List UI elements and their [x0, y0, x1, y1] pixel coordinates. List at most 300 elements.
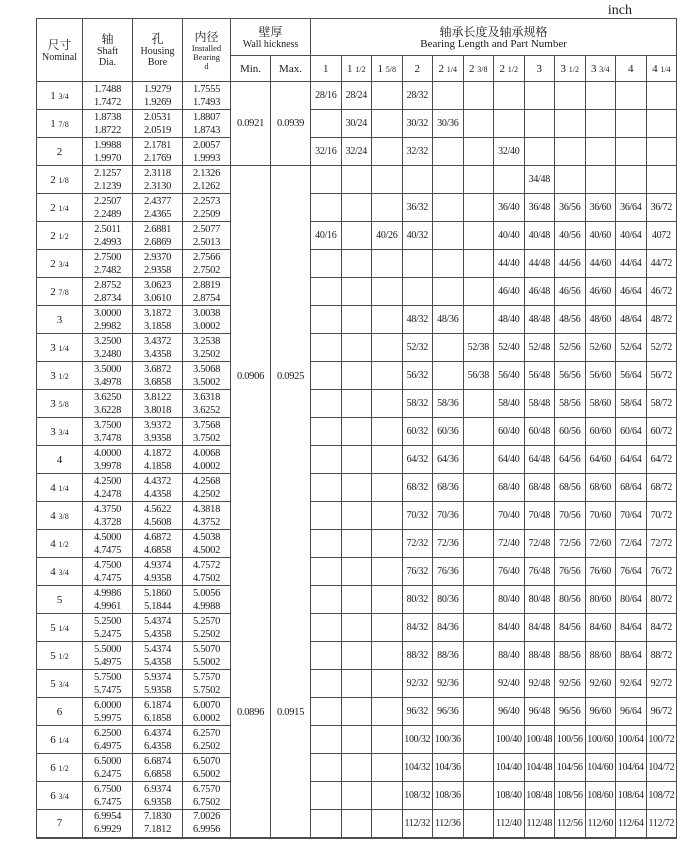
part-number-cell — [463, 530, 494, 558]
part-number-cell: 70/48 — [524, 502, 555, 530]
housing-bore-cell: 7.1830 7.1812 — [133, 810, 183, 838]
col-header-length: 3 3/4 — [585, 56, 616, 82]
shaft-dia-cell: 5.5000 5.4975 — [83, 642, 133, 670]
table-row — [37, 754, 677, 782]
part-number-cell — [372, 418, 403, 446]
part-number-cell — [341, 726, 372, 754]
part-number-cell: 58/36 — [433, 390, 464, 418]
part-number-cell: 40/56 — [555, 222, 586, 250]
table-row — [37, 446, 677, 474]
col-header-length: 3 — [524, 56, 555, 82]
housing-bore-cell: 3.1872 3.1858 — [133, 306, 183, 334]
part-number-cell — [463, 670, 494, 698]
table-row — [37, 194, 677, 222]
col-header-length: 2 1/2 — [494, 56, 525, 82]
shaft-dia-cell: 1.9988 1.9970 — [83, 138, 133, 166]
part-number-cell — [494, 110, 525, 138]
shaft-dia-cell: 2.8752 2.8734 — [83, 278, 133, 306]
housing-bore-cell: 3.8122 3.8018 — [133, 390, 183, 418]
shaft-dia-cell: 3.7500 3.7478 — [83, 418, 133, 446]
part-number-cell: 100/40 — [494, 726, 525, 754]
part-number-cell: 60/40 — [494, 418, 525, 446]
part-number-cell — [311, 754, 342, 782]
part-number-cell: 104/40 — [494, 754, 525, 782]
part-number-cell: 80/56 — [555, 586, 586, 614]
housing-bore-cell: 6.9374 6.9358 — [133, 782, 183, 810]
part-number-cell: 36/60 — [585, 194, 616, 222]
col-header-nominal: 尺寸 Nominal — [37, 19, 83, 82]
part-number-cell — [463, 418, 494, 446]
part-number-cell: 58/48 — [524, 390, 555, 418]
part-number-cell: 46/56 — [555, 278, 586, 306]
shaft-dia-cell: 5.2500 5.2475 — [83, 614, 133, 642]
nominal-cell: 2 7/8 — [37, 278, 83, 306]
part-number-cell: 96/56 — [555, 698, 586, 726]
nominal-cell: 4 3/4 — [37, 558, 83, 586]
part-number-cell — [341, 614, 372, 642]
nominal-cell: 5 1/2 — [37, 642, 83, 670]
part-number-cell — [372, 726, 403, 754]
part-number-cell — [433, 278, 464, 306]
part-number-cell — [463, 502, 494, 530]
part-number-cell: 100/60 — [585, 726, 616, 754]
part-number-cell: 76/40 — [494, 558, 525, 586]
installed-bearing-cell: 2.5077 2.5013 — [183, 222, 231, 250]
part-number-cell: 80/36 — [433, 586, 464, 614]
part-number-cell — [311, 418, 342, 446]
housing-bore-cell: 3.0623 3.0610 — [133, 278, 183, 306]
part-number-cell: 60/48 — [524, 418, 555, 446]
part-number-cell — [433, 166, 464, 194]
col-header-length: 4 — [616, 56, 647, 82]
part-number-cell — [524, 82, 555, 110]
part-number-cell: 48/48 — [524, 306, 555, 334]
part-number-cell — [311, 166, 342, 194]
nominal-cell: 3 5/8 — [37, 390, 83, 418]
shaft-dia-cell: 2.7500 2.7482 — [83, 250, 133, 278]
part-number-cell: 80/60 — [585, 586, 616, 614]
housing-bore-cell: 2.6881 2.6869 — [133, 222, 183, 250]
part-number-cell: 30/36 — [433, 110, 464, 138]
shaft-dia-cell: 1.7488 1.7472 — [83, 82, 133, 110]
part-number-cell — [311, 726, 342, 754]
part-number-cell: 72/36 — [433, 530, 464, 558]
part-number-cell: 70/40 — [494, 502, 525, 530]
part-number-cell: 112/72 — [646, 810, 677, 838]
part-number-cell: 48/36 — [433, 306, 464, 334]
installed-bearing-cell: 6.5070 6.5002 — [183, 754, 231, 782]
part-number-cell: 36/56 — [555, 194, 586, 222]
part-number-cell — [463, 446, 494, 474]
part-number-cell: 70/64 — [616, 502, 647, 530]
part-number-cell: 32/16 — [311, 138, 342, 166]
installed-bearing-cell: 5.0056 4.9988 — [183, 586, 231, 614]
part-number-cell — [311, 810, 342, 838]
housing-bore-cell: 4.6872 4.6858 — [133, 530, 183, 558]
housing-bore-cell: 3.9372 3.9358 — [133, 418, 183, 446]
part-number-cell: 112/60 — [585, 810, 616, 838]
part-number-cell: 76/32 — [402, 558, 433, 586]
part-number-cell — [311, 390, 342, 418]
part-number-cell — [341, 166, 372, 194]
part-number-cell: 108/64 — [616, 782, 647, 810]
part-number-cell: 36/48 — [524, 194, 555, 222]
part-number-cell — [463, 726, 494, 754]
nominal-cell: 1 7/8 — [37, 110, 83, 138]
part-number-cell: 44/56 — [555, 250, 586, 278]
part-number-cell: 88/72 — [646, 642, 677, 670]
part-number-cell: 28/16 — [311, 82, 342, 110]
part-number-cell — [341, 586, 372, 614]
table-row — [37, 586, 677, 614]
part-number-cell — [463, 614, 494, 642]
part-number-cell: 52/32 — [402, 334, 433, 362]
part-number-cell: 52/64 — [616, 334, 647, 362]
part-number-cell: 104/64 — [616, 754, 647, 782]
part-number-cell: 56/64 — [616, 362, 647, 390]
part-number-cell — [372, 698, 403, 726]
part-number-cell: 108/72 — [646, 782, 677, 810]
shaft-dia-cell: 2.5011 2.4993 — [83, 222, 133, 250]
part-number-cell — [555, 166, 586, 194]
part-number-cell — [372, 530, 403, 558]
part-number-cell — [311, 474, 342, 502]
part-number-cell — [341, 530, 372, 558]
part-number-cell: 56/40 — [494, 362, 525, 390]
part-number-cell: 100/72 — [646, 726, 677, 754]
nominal-cell: 4 3/8 — [37, 502, 83, 530]
nominal-cell: 4 1/4 — [37, 474, 83, 502]
nominal-cell: 3 — [37, 306, 83, 334]
part-number-cell: 36/32 — [402, 194, 433, 222]
table-row — [37, 726, 677, 754]
part-number-cell: 40/60 — [585, 222, 616, 250]
part-number-cell — [372, 390, 403, 418]
part-number-cell: 40/26 — [372, 222, 403, 250]
housing-bore-cell: 4.1872 4.1858 — [133, 446, 183, 474]
part-number-cell: 84/56 — [555, 614, 586, 642]
part-number-cell: 64/72 — [646, 446, 677, 474]
shaft-dia-cell: 2.2507 2.2489 — [83, 194, 133, 222]
part-number-cell — [463, 558, 494, 586]
part-number-cell — [311, 502, 342, 530]
part-number-cell: 112/64 — [616, 810, 647, 838]
part-number-cell: 70/36 — [433, 502, 464, 530]
part-number-cell — [341, 390, 372, 418]
part-number-cell — [524, 110, 555, 138]
part-number-cell: 88/64 — [616, 642, 647, 670]
part-number-cell — [311, 250, 342, 278]
part-number-cell — [341, 698, 372, 726]
col-header-housing: 孔 Housing Bore — [133, 19, 183, 82]
installed-bearing-cell: 7.0026 6.9956 — [183, 810, 231, 838]
table-row — [37, 698, 677, 726]
part-number-cell — [311, 278, 342, 306]
part-number-cell: 100/56 — [555, 726, 586, 754]
nominal-cell: 6 1/4 — [37, 726, 83, 754]
part-number-cell: 56/72 — [646, 362, 677, 390]
part-number-cell: 58/40 — [494, 390, 525, 418]
part-number-cell: 28/32 — [402, 82, 433, 110]
table-row — [37, 166, 677, 194]
part-number-cell — [311, 110, 342, 138]
housing-bore-cell: 5.9374 5.9358 — [133, 670, 183, 698]
part-number-cell — [402, 278, 433, 306]
part-number-cell: 72/48 — [524, 530, 555, 558]
part-number-cell: 76/36 — [433, 558, 464, 586]
header-row-top — [37, 19, 677, 56]
part-number-cell — [463, 250, 494, 278]
housing-bore-cell: 5.4374 5.4358 — [133, 614, 183, 642]
part-number-cell — [494, 166, 525, 194]
col-header-shaft: 轴 Shaft Dia. — [83, 19, 133, 82]
shaft-dia-cell: 6.5000 6.2475 — [83, 754, 133, 782]
wall-min-value: 0.0896 — [236, 706, 265, 718]
part-number-cell — [372, 194, 403, 222]
part-number-cell: 88/48 — [524, 642, 555, 670]
housing-bore-cell: 3.4372 3.4358 — [133, 334, 183, 362]
part-number-cell: 92/56 — [555, 670, 586, 698]
part-number-cell: 84/32 — [402, 614, 433, 642]
installed-bearing-cell: 3.2538 3.2502 — [183, 334, 231, 362]
part-number-cell: 104/72 — [646, 754, 677, 782]
part-number-cell: 84/48 — [524, 614, 555, 642]
part-number-cell — [311, 698, 342, 726]
part-number-cell — [585, 138, 616, 166]
part-number-cell: 96/64 — [616, 698, 647, 726]
part-number-cell — [372, 306, 403, 334]
installed-bearing-cell: 5.2570 5.2502 — [183, 614, 231, 642]
table-row — [37, 138, 677, 166]
part-number-cell — [463, 306, 494, 334]
installed-bearing-cell: 2.7566 2.7502 — [183, 250, 231, 278]
part-number-cell: 96/40 — [494, 698, 525, 726]
part-number-cell — [311, 614, 342, 642]
part-number-cell — [433, 138, 464, 166]
part-number-cell — [555, 82, 586, 110]
part-number-cell: 112/56 — [555, 810, 586, 838]
part-number-cell — [372, 670, 403, 698]
part-number-cell: 76/64 — [616, 558, 647, 586]
part-number-cell: 28/24 — [341, 82, 372, 110]
housing-bore-cell: 1.9279 1.9269 — [133, 82, 183, 110]
housing-bore-cell: 4.5622 4.5608 — [133, 502, 183, 530]
part-number-cell: 48/56 — [555, 306, 586, 334]
part-number-cell — [372, 642, 403, 670]
housing-bore-cell: 5.4374 5.4358 — [133, 642, 183, 670]
shaft-dia-cell: 3.2500 3.2480 — [83, 334, 133, 362]
installed-bearing-cell: 3.7568 3.7502 — [183, 418, 231, 446]
part-number-cell: 92/36 — [433, 670, 464, 698]
part-number-cell: 92/60 — [585, 670, 616, 698]
col-header-wall-thickness: 壁厚 Wall hickness — [231, 19, 311, 56]
housing-bore-cell: 6.4374 6.4358 — [133, 726, 183, 754]
wall-max-cell: 0.0939 — [271, 82, 311, 166]
part-number-cell: 40/40 — [494, 222, 525, 250]
housing-bore-cell: 4.9374 4.9358 — [133, 558, 183, 586]
part-number-cell — [341, 810, 372, 838]
part-number-cell: 68/64 — [616, 474, 647, 502]
part-number-cell: 36/72 — [646, 194, 677, 222]
part-number-cell — [433, 222, 464, 250]
shaft-dia-cell: 4.3750 4.3728 — [83, 502, 133, 530]
part-number-cell: 100/64 — [616, 726, 647, 754]
part-number-cell: 80/40 — [494, 586, 525, 614]
part-number-cell: 60/32 — [402, 418, 433, 446]
part-number-cell — [585, 110, 616, 138]
part-number-cell — [555, 138, 586, 166]
table-row — [37, 390, 677, 418]
part-number-cell: 64/64 — [616, 446, 647, 474]
nominal-cell: 3 3/4 — [37, 418, 83, 446]
part-number-cell: 68/48 — [524, 474, 555, 502]
table-row — [37, 250, 677, 278]
part-number-cell: 48/40 — [494, 306, 525, 334]
nominal-cell: 7 — [37, 810, 83, 838]
part-number-cell — [372, 278, 403, 306]
part-number-cell: 64/32 — [402, 446, 433, 474]
shaft-dia-cell: 5.7500 5.7475 — [83, 670, 133, 698]
part-number-cell — [433, 362, 464, 390]
part-number-cell — [585, 82, 616, 110]
installed-bearing-cell: 3.0038 3.0002 — [183, 306, 231, 334]
part-number-cell — [524, 138, 555, 166]
col-header-length: 2 1/4 — [433, 56, 464, 82]
part-number-cell: 46/60 — [585, 278, 616, 306]
part-number-cell: 52/60 — [585, 334, 616, 362]
col-header-length: 2 3/8 — [463, 56, 494, 82]
part-number-cell — [372, 138, 403, 166]
table-row — [37, 810, 677, 838]
part-number-cell: 36/64 — [616, 194, 647, 222]
housing-bore-cell: 2.4377 2.4365 — [133, 194, 183, 222]
nominal-cell: 5 3/4 — [37, 670, 83, 698]
part-number-cell — [646, 110, 677, 138]
part-number-cell — [433, 250, 464, 278]
part-number-cell: 58/56 — [555, 390, 586, 418]
part-number-cell: 92/40 — [494, 670, 525, 698]
part-number-cell — [402, 166, 433, 194]
nominal-cell: 5 — [37, 586, 83, 614]
col-header-bearing-length: 轴承长度及轴承规格 Bearing Length and Part Number — [311, 19, 677, 56]
installed-bearing-cell: 1.7555 1.7493 — [183, 82, 231, 110]
part-number-cell — [646, 166, 677, 194]
housing-bore-cell: 2.3118 2.3130 — [133, 166, 183, 194]
nominal-cell: 6 — [37, 698, 83, 726]
part-number-cell — [341, 754, 372, 782]
part-number-cell: 68/36 — [433, 474, 464, 502]
table-row — [37, 110, 677, 138]
part-number-cell: 70/72 — [646, 502, 677, 530]
part-number-cell — [372, 782, 403, 810]
part-number-cell: 96/48 — [524, 698, 555, 726]
table-row — [37, 418, 677, 446]
table-row — [37, 642, 677, 670]
part-number-cell — [311, 334, 342, 362]
table-row — [37, 334, 677, 362]
part-number-cell: 112/32 — [402, 810, 433, 838]
table-row — [37, 530, 677, 558]
col-header-length: 1 5/8 — [372, 56, 403, 82]
part-number-cell: 108/48 — [524, 782, 555, 810]
part-number-cell — [616, 138, 647, 166]
part-number-cell: 32/24 — [341, 138, 372, 166]
part-number-cell — [341, 222, 372, 250]
part-number-cell: 88/56 — [555, 642, 586, 670]
part-number-cell: 64/60 — [585, 446, 616, 474]
part-number-cell: 80/48 — [524, 586, 555, 614]
part-number-cell: 44/72 — [646, 250, 677, 278]
housing-bore-cell: 2.1781 2.1769 — [133, 138, 183, 166]
installed-bearing-cell: 1.8807 1.8743 — [183, 110, 231, 138]
part-number-cell: 108/60 — [585, 782, 616, 810]
part-number-cell: 58/72 — [646, 390, 677, 418]
part-number-cell — [646, 82, 677, 110]
nominal-cell: 3 1/2 — [37, 362, 83, 390]
part-number-cell: 56/60 — [585, 362, 616, 390]
part-number-cell: 46/72 — [646, 278, 677, 306]
part-number-cell — [433, 194, 464, 222]
part-number-cell: 72/60 — [585, 530, 616, 558]
part-number-cell: 88/40 — [494, 642, 525, 670]
part-number-cell — [433, 82, 464, 110]
shaft-dia-cell: 3.6250 3.6228 — [83, 390, 133, 418]
part-number-cell: 44/60 — [585, 250, 616, 278]
part-number-cell: 60/60 — [585, 418, 616, 446]
part-number-cell: 84/36 — [433, 614, 464, 642]
installed-bearing-cell: 4.7572 4.7502 — [183, 558, 231, 586]
part-number-cell — [616, 166, 647, 194]
part-number-cell — [372, 586, 403, 614]
part-number-cell: 100/32 — [402, 726, 433, 754]
part-number-cell: 34/48 — [524, 166, 555, 194]
part-number-cell: 100/48 — [524, 726, 555, 754]
part-number-cell: 40/16 — [311, 222, 342, 250]
part-number-cell: 48/64 — [616, 306, 647, 334]
wall-max-value: 0.0915 — [276, 706, 305, 718]
part-number-cell — [341, 418, 372, 446]
part-number-cell — [463, 390, 494, 418]
col-header-length: 2 — [402, 56, 433, 82]
installed-bearing-cell: 4.5038 4.5002 — [183, 530, 231, 558]
part-number-cell: 84/64 — [616, 614, 647, 642]
part-number-cell: 68/72 — [646, 474, 677, 502]
nominal-cell: 2 1/2 — [37, 222, 83, 250]
part-number-cell: 104/36 — [433, 754, 464, 782]
installed-bearing-cell: 6.7570 6.7502 — [183, 782, 231, 810]
part-number-cell: 84/72 — [646, 614, 677, 642]
part-number-cell — [311, 306, 342, 334]
part-number-cell: 4072 — [646, 222, 677, 250]
part-number-cell: 96/36 — [433, 698, 464, 726]
installed-bearing-cell: 6.0070 6.0002 — [183, 698, 231, 726]
table-row — [37, 502, 677, 530]
part-number-cell — [311, 642, 342, 670]
table-row — [37, 362, 677, 390]
part-number-cell: 72/56 — [555, 530, 586, 558]
nominal-cell: 2 3/4 — [37, 250, 83, 278]
part-number-cell: 68/40 — [494, 474, 525, 502]
part-number-cell: 46/64 — [616, 278, 647, 306]
part-number-cell: 52/72 — [646, 334, 677, 362]
wall-max-value: 0.0925 — [276, 370, 305, 382]
part-number-cell: 56/38 — [463, 362, 494, 390]
part-number-cell — [311, 558, 342, 586]
part-number-cell: 44/48 — [524, 250, 555, 278]
part-number-cell — [463, 698, 494, 726]
part-number-cell: 70/56 — [555, 502, 586, 530]
shaft-dia-cell: 6.0000 5.9975 — [83, 698, 133, 726]
